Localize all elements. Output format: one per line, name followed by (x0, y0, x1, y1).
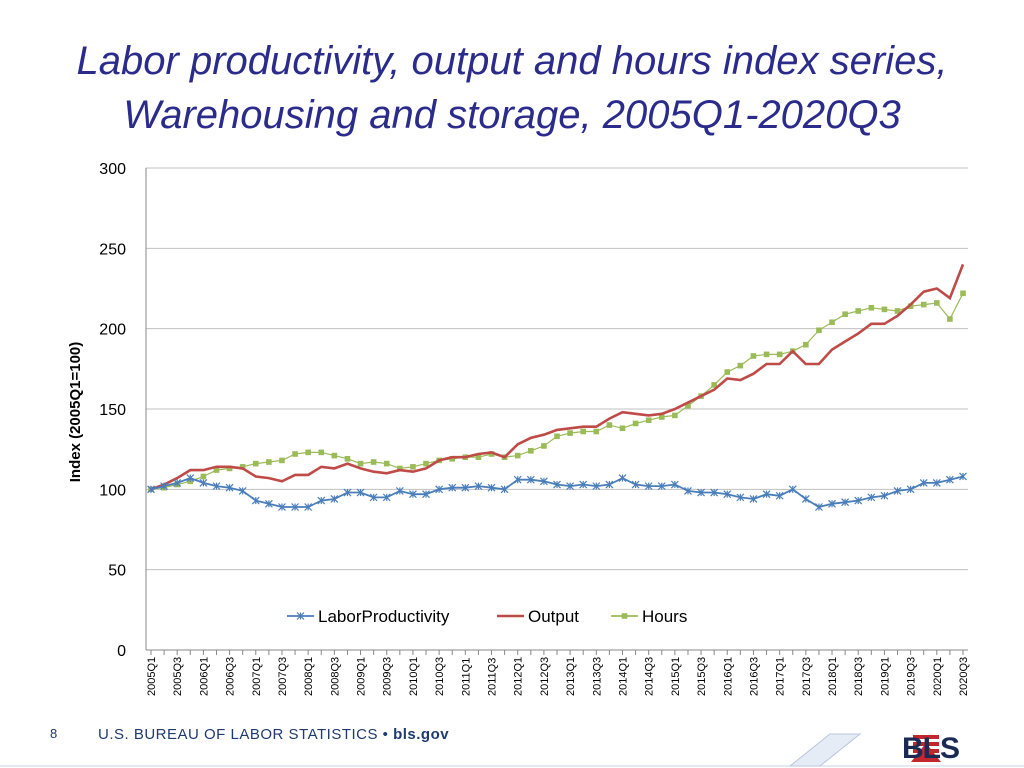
x-tick-label: 2016Q1 (722, 656, 735, 696)
data-point (567, 430, 573, 436)
x-tick-label: 2013Q3 (591, 656, 604, 696)
data-point (921, 302, 927, 308)
data-point (633, 421, 639, 427)
x-tick-label: 2019Q1 (879, 656, 892, 696)
x-tick-label: 2007Q3 (276, 656, 289, 696)
series-lines (148, 264, 967, 510)
y-tick-label: 0 (117, 643, 126, 660)
data-point (515, 453, 521, 459)
x-tick-label: 2011Q1 (460, 657, 473, 696)
data-point (646, 417, 652, 423)
data-point (829, 319, 835, 325)
data-point (816, 327, 822, 333)
data-point (528, 448, 534, 454)
series-output (151, 264, 963, 489)
data-point (345, 456, 351, 462)
data-point (672, 413, 678, 419)
x-tick-label: 2013Q1 (565, 656, 578, 696)
legend-marker (622, 613, 628, 619)
data-point (292, 451, 298, 457)
footer (0, 708, 1024, 768)
slide-title (0, 34, 1024, 142)
data-point (580, 429, 586, 435)
data-point (738, 363, 744, 369)
slide-title-line2: Warehousing and storage, 2005Q1-2020Q3 (123, 93, 901, 137)
data-point (620, 425, 626, 431)
legend-item-output (497, 607, 579, 626)
data-point (253, 461, 259, 467)
data-point (358, 461, 364, 467)
data-point (318, 450, 324, 456)
x-tick-label: 2018Q1 (827, 656, 840, 696)
data-point (764, 352, 770, 358)
legend-label: Hours (642, 607, 688, 626)
x-tick-label: 2020Q3 (958, 656, 970, 696)
x-tick-label: 2005Q1 (146, 656, 158, 696)
data-point (802, 495, 809, 502)
x-tick-label: 2011Q3 (486, 657, 499, 696)
x-tick-label: 2014Q1 (617, 656, 630, 696)
data-point (607, 422, 613, 428)
legend-label: Output (528, 607, 580, 626)
site-link[interactable]: bls.gov (393, 726, 450, 743)
data-point (423, 461, 429, 467)
x-tick-label: 2012Q1 (512, 656, 525, 696)
y-tick-label: 200 (99, 321, 126, 339)
data-point (371, 459, 377, 465)
data-point (869, 305, 875, 311)
line-chart (0, 150, 1024, 700)
data-point (724, 369, 730, 375)
agency-name: U.S. BUREAU OF LABOR STATISTICS • (98, 726, 389, 743)
x-tick-label: 2018Q3 (853, 656, 866, 696)
x-tick-label: 2009Q3 (381, 656, 394, 696)
slide-title-line1: Labor productivity, output and hours index series, (76, 39, 948, 83)
series-hours (148, 291, 966, 493)
y-axis-label: Index (2005Q1=100) (67, 341, 84, 483)
data-point (803, 342, 809, 348)
data-point (201, 474, 207, 480)
x-tick-label: 2007Q1 (250, 656, 263, 696)
data-point (947, 316, 953, 322)
x-tick-label: 2010Q1 (407, 656, 420, 696)
x-tick-label: 2012Q3 (538, 656, 551, 696)
x-tick-label: 2005Q3 (172, 656, 185, 696)
x-tick-label: 2008Q1 (303, 656, 316, 696)
y-tick-label: 300 (99, 161, 126, 178)
x-tick-label: 2010Q3 (434, 656, 447, 696)
data-point (882, 307, 888, 313)
page-number: 8 (50, 726, 58, 741)
y-tick-label: 50 (108, 562, 126, 580)
data-point (384, 461, 390, 467)
x-tick-label: 2006Q3 (224, 656, 237, 696)
series-line (151, 264, 963, 489)
data-point (619, 475, 626, 482)
series-line (151, 293, 963, 489)
data-point (305, 450, 311, 456)
data-point (934, 300, 940, 306)
legend-item-hours (611, 607, 687, 626)
legend (287, 607, 687, 626)
data-point (410, 464, 416, 470)
data-point (332, 453, 338, 459)
y-tick-label: 150 (99, 402, 126, 419)
x-tick-label: 2015Q1 (669, 656, 682, 696)
x-tick-label: 2015Q3 (696, 656, 709, 696)
y-tick-label: 250 (99, 241, 126, 259)
gridlines (146, 168, 968, 650)
x-tick-label: 2008Q3 (329, 656, 342, 696)
x-tick-label: 2017Q1 (774, 656, 787, 696)
data-point (279, 458, 285, 464)
x-tick-label: 2016Q3 (748, 656, 761, 696)
x-tick-label: 2009Q1 (355, 656, 368, 696)
data-point (842, 311, 848, 317)
data-point (751, 353, 757, 359)
footer-agency (98, 726, 449, 743)
data-point (593, 429, 599, 435)
data-point (266, 459, 272, 465)
x-tick-label: 2019Q3 (905, 656, 918, 696)
data-point (777, 352, 783, 358)
x-tick-label: 2006Q1 (198, 656, 211, 696)
data-point (855, 308, 861, 314)
data-point (554, 434, 560, 440)
legend-item-laborproductivity (287, 607, 450, 626)
bls-logo-text: BLS (902, 732, 959, 765)
data-point (960, 291, 966, 297)
x-tick-label: 2020Q1 (931, 656, 944, 696)
x-tick-label: 2014Q3 (643, 656, 656, 696)
legend-label: LaborProductivity (318, 607, 450, 626)
y-tick-label: 100 (99, 482, 126, 500)
data-point (541, 443, 547, 449)
x-tick-label: 2017Q3 (800, 656, 813, 696)
